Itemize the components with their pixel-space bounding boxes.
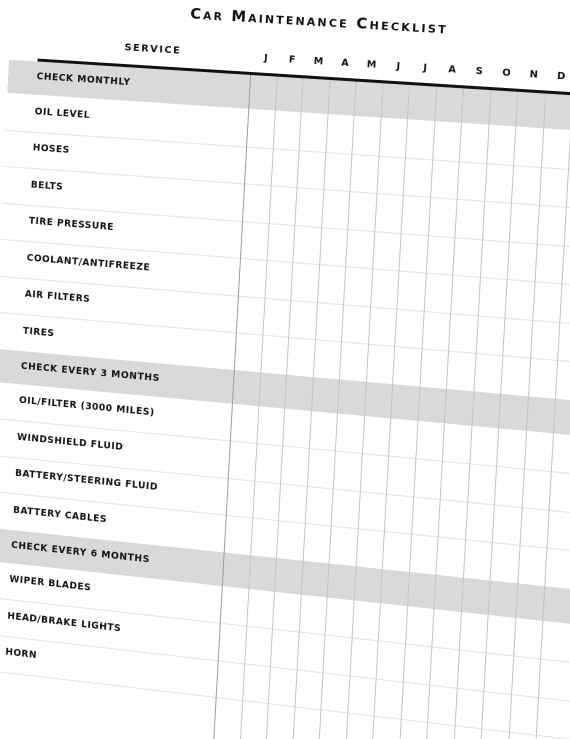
section-label: CHECK EVERY 3 MONTHS xyxy=(20,360,161,384)
grid-column-line xyxy=(504,94,545,739)
service-label: BATTERY CABLES xyxy=(12,504,108,526)
month-header: M xyxy=(366,59,377,71)
service-label: WINDSHIELD FLUID xyxy=(16,431,124,453)
service-label: HEAD/BRAKE LIGHTS xyxy=(7,610,122,635)
month-header: A xyxy=(340,57,349,70)
service-label: HOSES xyxy=(32,142,70,157)
service-label: BATTERY/STEERING FLUID xyxy=(14,468,159,494)
month-header: A xyxy=(448,64,457,76)
service-label: BELTS xyxy=(30,179,64,193)
service-label: COOLANT/ANTIFREEZE xyxy=(26,252,151,274)
month-header: S xyxy=(475,65,484,78)
service-column-header: SERVICE xyxy=(124,42,182,57)
month-header-row xyxy=(250,52,566,83)
month-header: J xyxy=(422,62,428,74)
service-label: TIRES xyxy=(22,325,55,340)
service-label: WIPER BLADES xyxy=(9,574,92,594)
month-header: O xyxy=(501,67,511,80)
service-label: AIR FILTERS xyxy=(24,289,91,306)
grid-column-line xyxy=(477,92,518,739)
page-title: Car Maintenance Checklist xyxy=(189,4,449,38)
month-header: N xyxy=(529,69,539,81)
month-header: J xyxy=(396,60,401,73)
grid-column-line xyxy=(423,88,464,739)
month-header: J xyxy=(263,52,268,65)
month-header: F xyxy=(288,54,296,66)
section-label: CHECK EVERY 6 MONTHS xyxy=(10,539,151,565)
grid-column-line xyxy=(450,90,491,739)
month-header: D xyxy=(556,70,566,83)
service-label: OIL/FILTER (3000 MILES) xyxy=(18,395,155,419)
service-label: TIRE PRESSURE xyxy=(28,215,115,234)
service-label: OIL LEVEL xyxy=(34,106,91,121)
section-label: CHECK MONTHLY xyxy=(36,71,131,89)
month-header: M xyxy=(313,55,324,68)
service-label: HORN xyxy=(5,646,38,662)
checkbox-grid xyxy=(212,75,570,739)
